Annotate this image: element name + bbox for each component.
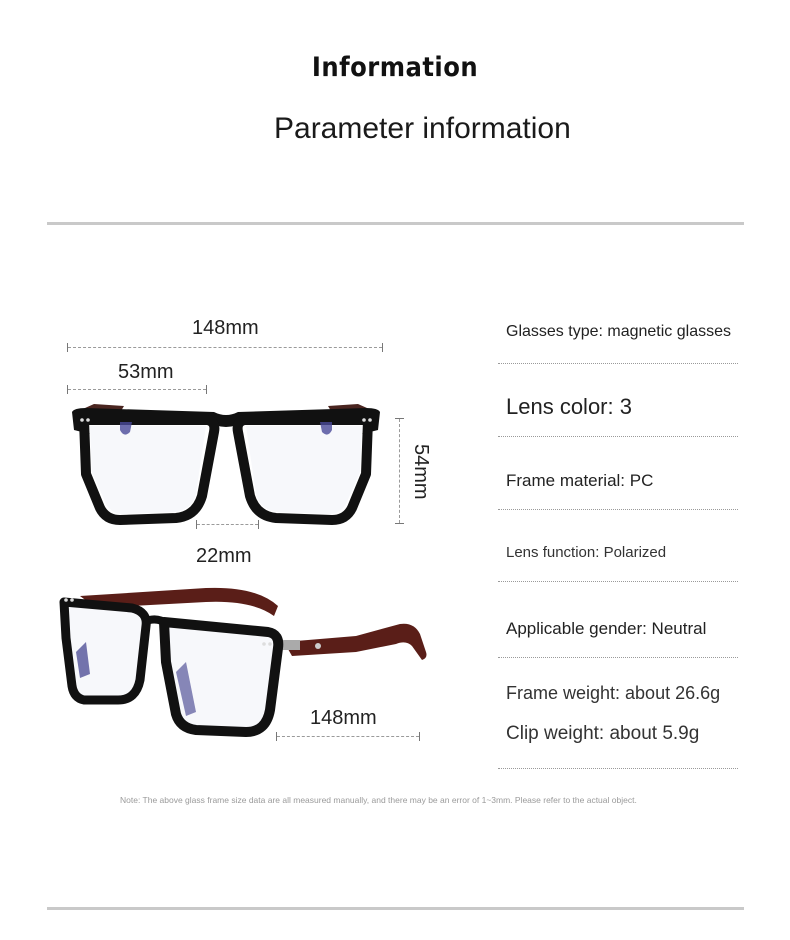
spec-lens-function: Lens function: Polarized: [506, 544, 667, 561]
page-title: Information: [311, 52, 479, 83]
spec-glasses-type: Glasses type: magnetic glasses: [506, 323, 731, 340]
lens-height-tick-top: [395, 418, 404, 419]
spec-applicable-gender: Applicable gender: Neutral: [506, 619, 707, 638]
spec-frame-material: Frame material: PC: [506, 471, 654, 490]
spec-divider: [498, 509, 738, 510]
lens-width-label: 53mm: [118, 361, 174, 383]
spec-divider: [498, 657, 738, 658]
spec-divider: [498, 363, 738, 364]
lens-height-line: [399, 419, 400, 523]
lens-height-tick-bottom: [395, 523, 404, 524]
spec-divider: [498, 436, 738, 437]
spec-divider: [498, 581, 738, 582]
lens-width-line: [68, 389, 206, 390]
total-width-tick-left: [67, 343, 68, 352]
lens-width-tick-left: [67, 385, 68, 394]
glasses-side-view: [56, 582, 430, 742]
measurement-note: Note: The above glass frame size data are all measured manually, and there may be an error of 1~3mm. Please refer to the actual object.: [120, 795, 637, 805]
bottom-divider: [47, 907, 744, 910]
total-width-line: [68, 347, 382, 348]
total-width-label: 148mm: [192, 317, 259, 339]
bridge-width-label: 22mm: [196, 545, 252, 567]
total-width-tick-right: [382, 343, 383, 352]
glasses-front-view: [66, 398, 386, 526]
top-divider: [47, 222, 744, 225]
lens-height-label: 54mm: [410, 444, 432, 500]
lens-width-tick-right: [206, 385, 207, 394]
page-subtitle: Parameter information: [274, 112, 571, 145]
temple-length-label: 148mm: [310, 707, 377, 729]
spec-frame-weight: Frame weight: about 26.6g: [506, 683, 721, 703]
spec-divider: [498, 768, 738, 769]
spec-clip-weight: Clip weight: about 5.9g: [506, 723, 700, 744]
spec-lens-color: Lens color: 3: [506, 394, 632, 419]
